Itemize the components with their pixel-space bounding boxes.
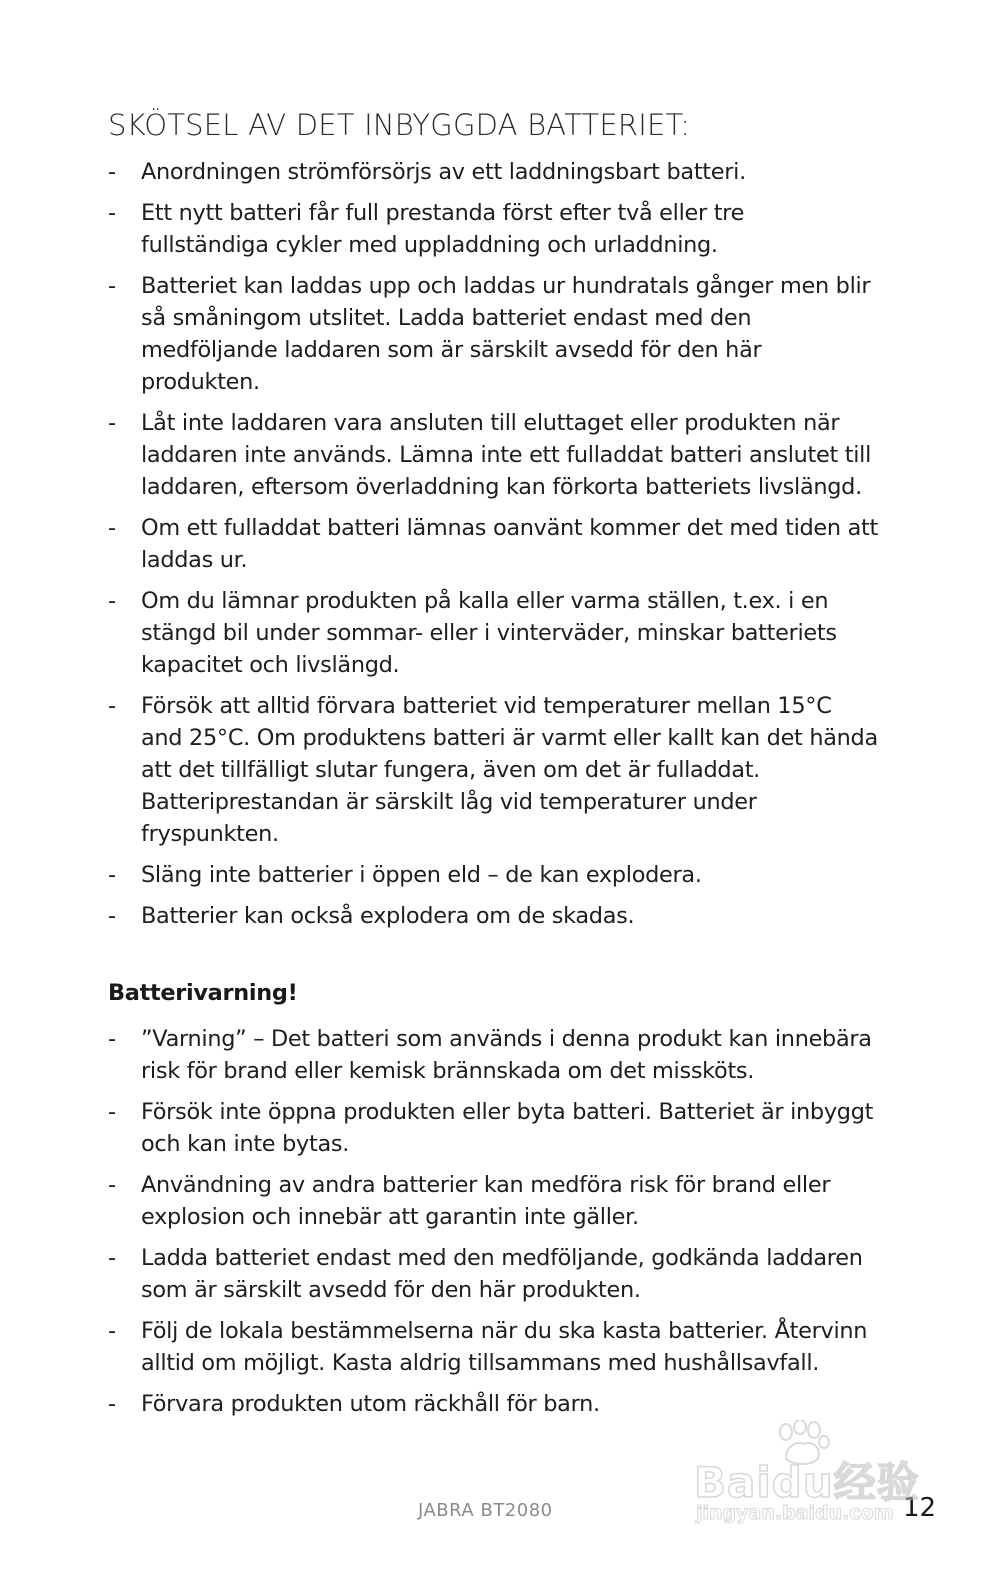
list-item-text: Batterier kan också explodera om de skadas. (141, 903, 635, 929)
page-number: 12 (903, 1493, 937, 1523)
list-item (108, 1096, 878, 1160)
list-marker: - (108, 1026, 116, 1052)
list-item-text: Släng inte batterier i öppen eld – de kan explodera. (141, 862, 702, 888)
list-marker: - (108, 862, 116, 888)
list-marker: - (108, 200, 116, 226)
list-item-text: Användning av andra batterier kan medföra risk för brand eller explosion och innebär att garantin inte gäller. (141, 1172, 831, 1230)
list-item-text: Batteriet kan laddas upp och laddas ur hundratals gånger men blir så småningom utslitet. Ladda batteriet endast med den medföljande laddaren som är särskilt avsedd för den här produkten. (141, 273, 871, 395)
list-item (108, 270, 878, 398)
battery-warning-list (108, 1023, 878, 1429)
list-item (108, 1169, 878, 1233)
list-item (108, 197, 878, 261)
list-item (108, 1315, 878, 1379)
baidu-watermark (690, 1420, 920, 1535)
list-item (108, 1388, 878, 1420)
list-marker: - (108, 515, 116, 541)
list-marker: - (108, 693, 116, 719)
list-marker: - (108, 159, 116, 185)
watermark-url: jingyan.baidu.com (696, 1502, 894, 1524)
list-marker: - (108, 903, 116, 929)
list-item-text: Om ett fulladdat batteri lämnas oanvänt kommer det med tiden att laddas ur. (141, 515, 878, 573)
list-marker: - (108, 1391, 116, 1417)
list-item (108, 407, 878, 503)
list-item-text: Förvara produkten utom räckhåll för barn. (141, 1391, 600, 1417)
list-item-text: Ladda batteriet endast med den medföljande, godkända laddaren som är särskilt avsedd för den här produkten. (141, 1245, 863, 1303)
list-marker: - (108, 273, 116, 299)
list-marker: - (108, 1318, 116, 1344)
list-item-text: Följ de lokala bestämmelserna när du ska kasta batterier. Återvinn alltid om möjligt. Kasta aldrig tillsammans med hushållsavfall. (141, 1318, 868, 1376)
list-item-text: ”Varning” – Det batteri som används i denna produkt kan innebära risk för brand eller kemisk brännskada om det missköts. (141, 1026, 872, 1084)
list-marker: - (108, 1245, 116, 1271)
list-item-text: Ett nytt batteri får full prestanda först efter två eller tre fullständiga cykler med uppladdning och urladdning. (141, 200, 745, 258)
battery-care-list (108, 156, 878, 941)
list-item-text: Låt inte laddaren vara ansluten till eluttaget eller produkten när laddaren inte används. Lämna inte ett fulladdat batteri anslutet till laddaren, eftersom överladdning kan förkorta batteriets livslängd. (141, 410, 871, 500)
list-marker: - (108, 1099, 116, 1125)
footer-product-name: JABRA BT2080 (418, 1500, 553, 1521)
list-item-text: Försök att alltid förvara batteriet vid temperaturer mellan 15°C and 25°C. Om produktens batteri är varmt eller kallt kan det hända att det tillfälligt slutar fungera, även om det är fulladdat. Batteriprestandan är särskilt låg vid temperaturer under fryspunkten. (141, 693, 878, 847)
list-item (108, 900, 878, 932)
list-item (108, 859, 878, 891)
watermark-brand: Baidu经验 (694, 1458, 920, 1507)
section-heading: SKÖTSEL AV DET INBYGGDA BATTERIET: (108, 108, 691, 142)
list-item-text: Försök inte öppna produkten eller byta batteri. Batteriet är inbyggt och kan inte bytas. (141, 1099, 874, 1157)
list-item (108, 585, 878, 681)
list-item-text: Om du lämnar produkten på kalla eller varma ställen, t.ex. i en stängd bil under sommar- eller i vinterväder, minskar batteriets kapacitet och livslängd. (141, 588, 837, 678)
list-item (108, 512, 878, 576)
list-item (108, 1242, 878, 1306)
list-marker: - (108, 1172, 116, 1198)
list-item (108, 156, 878, 188)
battery-warning-heading: Batterivarning! (108, 980, 298, 1006)
list-item (108, 690, 878, 850)
list-marker: - (108, 588, 116, 614)
list-item (108, 1023, 878, 1087)
list-item-text: Anordningen strömförsörjs av ett laddningsbart batteri. (141, 159, 746, 185)
list-marker: - (108, 410, 116, 436)
